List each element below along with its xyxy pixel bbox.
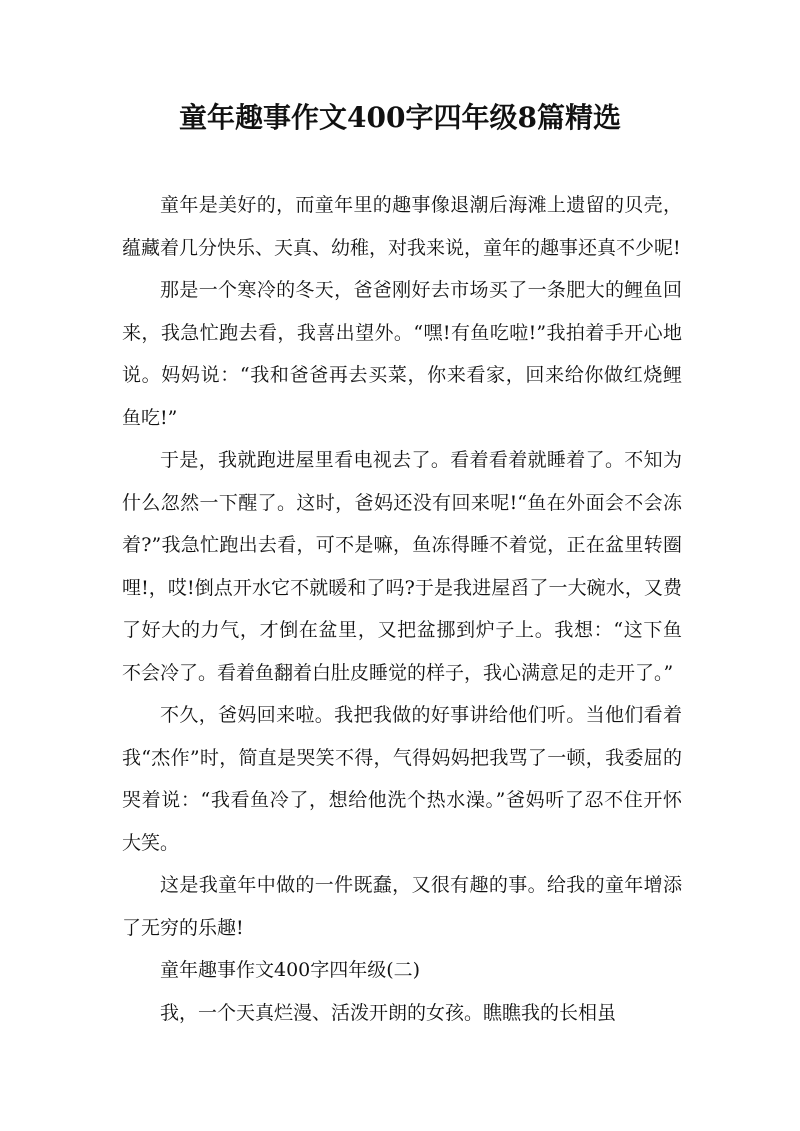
page-title: 童年趣事作文400字四年级8篇精选 <box>179 101 621 134</box>
paragraph-intro: 童年是美好的，而童年里的趣事像退潮后海滩上遗留的贝壳，蕴藏着几分快乐、天真、幼稚，对我来说，童年的趣事还真不少呢! <box>122 194 682 259</box>
article-body <box>122 184 682 1034</box>
section-heading-two: 童年趣事作文400字四年级(二) <box>160 959 421 981</box>
paragraph-winter: 那是一个寒冷的冬天，爸爸刚好去市场买了一条肥大的鲤鱼回来，我急忙跑去看，我喜出望外。“嘿!有鱼吃啦!”我拍着手开心地说。妈妈说：“我和爸爸再去买菜，你来看家，回来给你做红烧鲤鱼吃!” <box>122 279 682 429</box>
paragraph-parents-return: 不久，爸妈回来啦。我把我做的好事讲给他们听。当他们看着我“杰作”时，简直是哭笑不得，气得妈妈把我骂了一顿，我委屈的哭着说：“我看鱼冷了，想给他洗个热水澡。”爸妈听了忍不住开怀大笑。 <box>122 704 682 854</box>
paragraph-fish: 于是，我就跑进屋里看电视去了。看着看着就睡着了。不知为什么忽然一下醒了。这时，爸妈还没有回来呢!“鱼在外面会不会冻着?”我急忙跑出去看，可不是嘛，鱼冻得睡不着觉，正在盆里转圈哩!，哎!倒点开水它不就暖和了吗?于是我进屋舀了一大碗水，又费了好大的力气，才倒在盆里，又把盆挪到炉子上。我想：“这下鱼不会冷了。看着鱼翻着白肚皮睡觉的样子，我心满意足的走开了。” <box>122 449 682 684</box>
paragraph-conclusion: 这是我童年中做的一件既蠢，又很有趣的事。给我的童年增添了无穷的乐趣! <box>122 874 682 939</box>
paragraph-section-two-start: 我，一个天真烂漫、活泼开朗的女孩。瞧瞧我的长相虽 <box>160 1001 617 1024</box>
